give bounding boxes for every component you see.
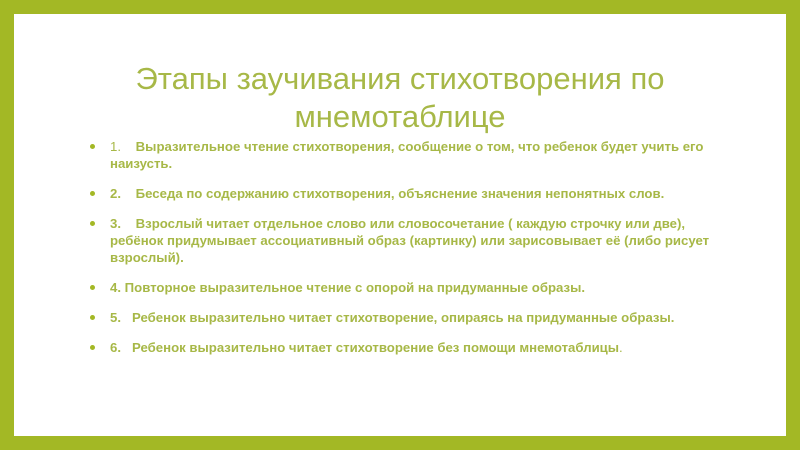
bullet-text: Ребенок выразительно читает стихотворение, опираясь на придуманные образы. <box>132 310 675 325</box>
bullet-number: 3. <box>110 216 136 231</box>
bullet-text: Взрослый читает отдельное слово или словосочетание ( каждую строчку или две), ребёнок придумывает ассоциативный образ (картинку) или зарисовывает её (либо рисует взрослый). <box>110 216 710 265</box>
bullet-number: 4. <box>110 280 125 295</box>
bullet-item-2 <box>90 185 710 202</box>
bullet-item-3 <box>90 215 710 266</box>
bullet-item-5 <box>90 309 710 326</box>
bullet-text: Беседа по содержанию стихотворения, объяснение значения непонятных слов. <box>135 186 665 201</box>
bullet-dot-icon <box>90 315 95 320</box>
bullet-number: 1. <box>110 139 136 154</box>
bullet-item-4 <box>90 279 710 296</box>
bullet-text: Выразительное чтение стихотворения, сообщение о том, что ребенок будет учить его наизусть. <box>110 139 704 171</box>
bullet-dot-icon <box>90 285 95 290</box>
bullet-item-1 <box>90 138 710 172</box>
bullet-number: 5. <box>110 310 132 325</box>
bullet-list <box>90 138 710 369</box>
bullet-text: Ребенок выразительно читает стихотворение без помощи мнемотаблицы <box>132 340 620 355</box>
bullet-item-6 <box>90 339 710 356</box>
bullet-dot-icon <box>90 144 95 149</box>
bullet-dot-icon <box>90 221 95 226</box>
bullet-number: 6. <box>110 340 132 355</box>
slide-title-line2: мнемотаблице <box>294 99 506 134</box>
bullet-text: Повторное выразительное чтение с опорой на придуманные образы. <box>124 280 586 295</box>
slide-title-line1: Этапы заучивания стихотворения по <box>135 61 665 96</box>
bullet-dot-icon <box>90 345 95 350</box>
bullet-number: 2. <box>110 186 136 201</box>
slide-title <box>14 60 786 136</box>
bullet-dot-icon <box>90 191 95 196</box>
bullet-tail: . <box>619 340 623 355</box>
slide <box>14 14 786 436</box>
